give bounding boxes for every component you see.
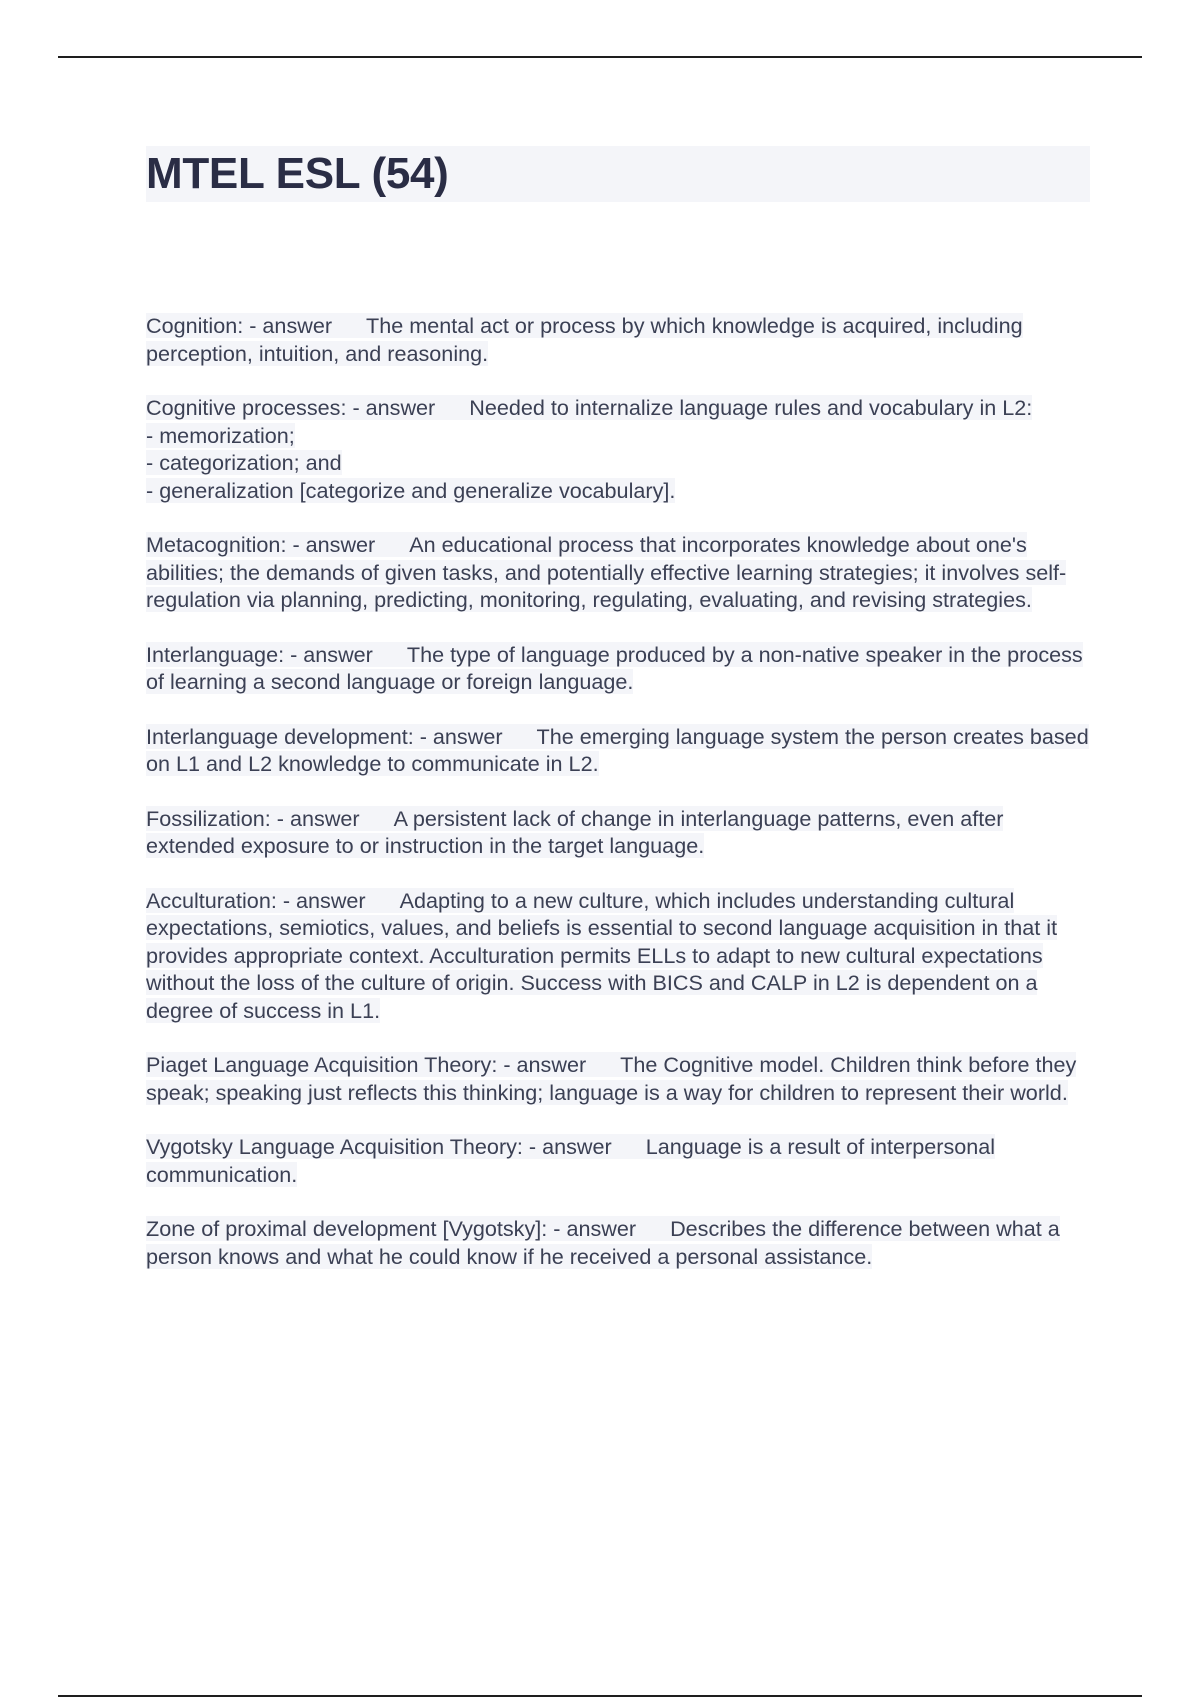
list-item	[146, 1133, 1090, 1188]
entry-term: Cognitive processes: - answer	[146, 395, 436, 420]
entry-definition: Needed to internalize language rules and vocabulary in L2: - memorization; - categorization; and - generalization [categorize and generalize vocabulary].	[146, 395, 1033, 503]
title-block	[146, 146, 1090, 202]
entry-definition: The mental act or process by which knowledge is acquired, including perception, intuition, and reasoning.	[146, 313, 1023, 366]
list-item	[146, 887, 1090, 1025]
entry-term: Vygotsky Language Acquisition Theory: - answer	[146, 1134, 612, 1159]
entry-term: Metacognition: - answer	[146, 532, 376, 557]
entry-list	[146, 312, 1090, 1297]
list-item	[146, 531, 1090, 614]
entry-definition: The Cognitive model. Children think before they speak; speaking just reflects this thinking; language is a way for children to represent their world.	[146, 1052, 1077, 1105]
entry-term: Zone of proximal development [Vygotsky]: - answer	[146, 1216, 637, 1241]
bottom-rule	[58, 1695, 1142, 1697]
top-rule	[58, 56, 1142, 58]
list-item	[146, 805, 1090, 860]
entry-definition: Describes the difference between what a person knows and what he could know if he received a personal assistance.	[146, 1216, 1060, 1269]
entry-term: Fossilization: - answer	[146, 805, 360, 831]
entry-definition: An educational process that incorporates knowledge about one's abilities; the demands of given tasks, and potentially effective learning strategies; it involves self-regulation via planning, predicting, monitoring, regulating, evaluating, and revising strategies.	[146, 532, 1067, 612]
list-item	[146, 723, 1090, 778]
entry-term: Acculturation: - answer	[146, 887, 366, 913]
list-item	[146, 312, 1090, 367]
list-item	[146, 1051, 1090, 1106]
entry-term: Interlanguage development: - answer	[146, 723, 503, 749]
entry-definition: The type of language produced by a non-native speaker in the process of learning a second language or foreign language.	[146, 641, 1083, 694]
page-title: MTEL ESL (54)	[146, 149, 449, 198]
list-item	[146, 1215, 1090, 1270]
entry-term: Interlanguage: - answer	[146, 641, 373, 667]
entry-term: Cognition: - answer	[146, 313, 333, 338]
entry-definition: Language is a result of interpersonal communication.	[146, 1134, 996, 1187]
list-item	[146, 641, 1090, 696]
entry-term: Piaget Language Acquisition Theory: - answer	[146, 1052, 587, 1077]
list-item	[146, 394, 1090, 504]
entry-definition: Adapting to a new culture, which includes understanding cultural expectations, semiotics, values, and beliefs is essential to second language acquisition in that it provides appropriate context. Acculturation permits ELLs to adapt to new cultural expectations without the loss of the culture of origin. Success with BICS and CALP in L2 is dependent on a degree of success in L1.	[146, 887, 1058, 1023]
entry-definition: The emerging language system the person creates based on L1 and L2 knowledge to communicate in L2.	[146, 723, 1089, 776]
entry-definition: A persistent lack of change in interlanguage patterns, even after extended exposure to or instruction in the target language.	[146, 805, 1004, 858]
